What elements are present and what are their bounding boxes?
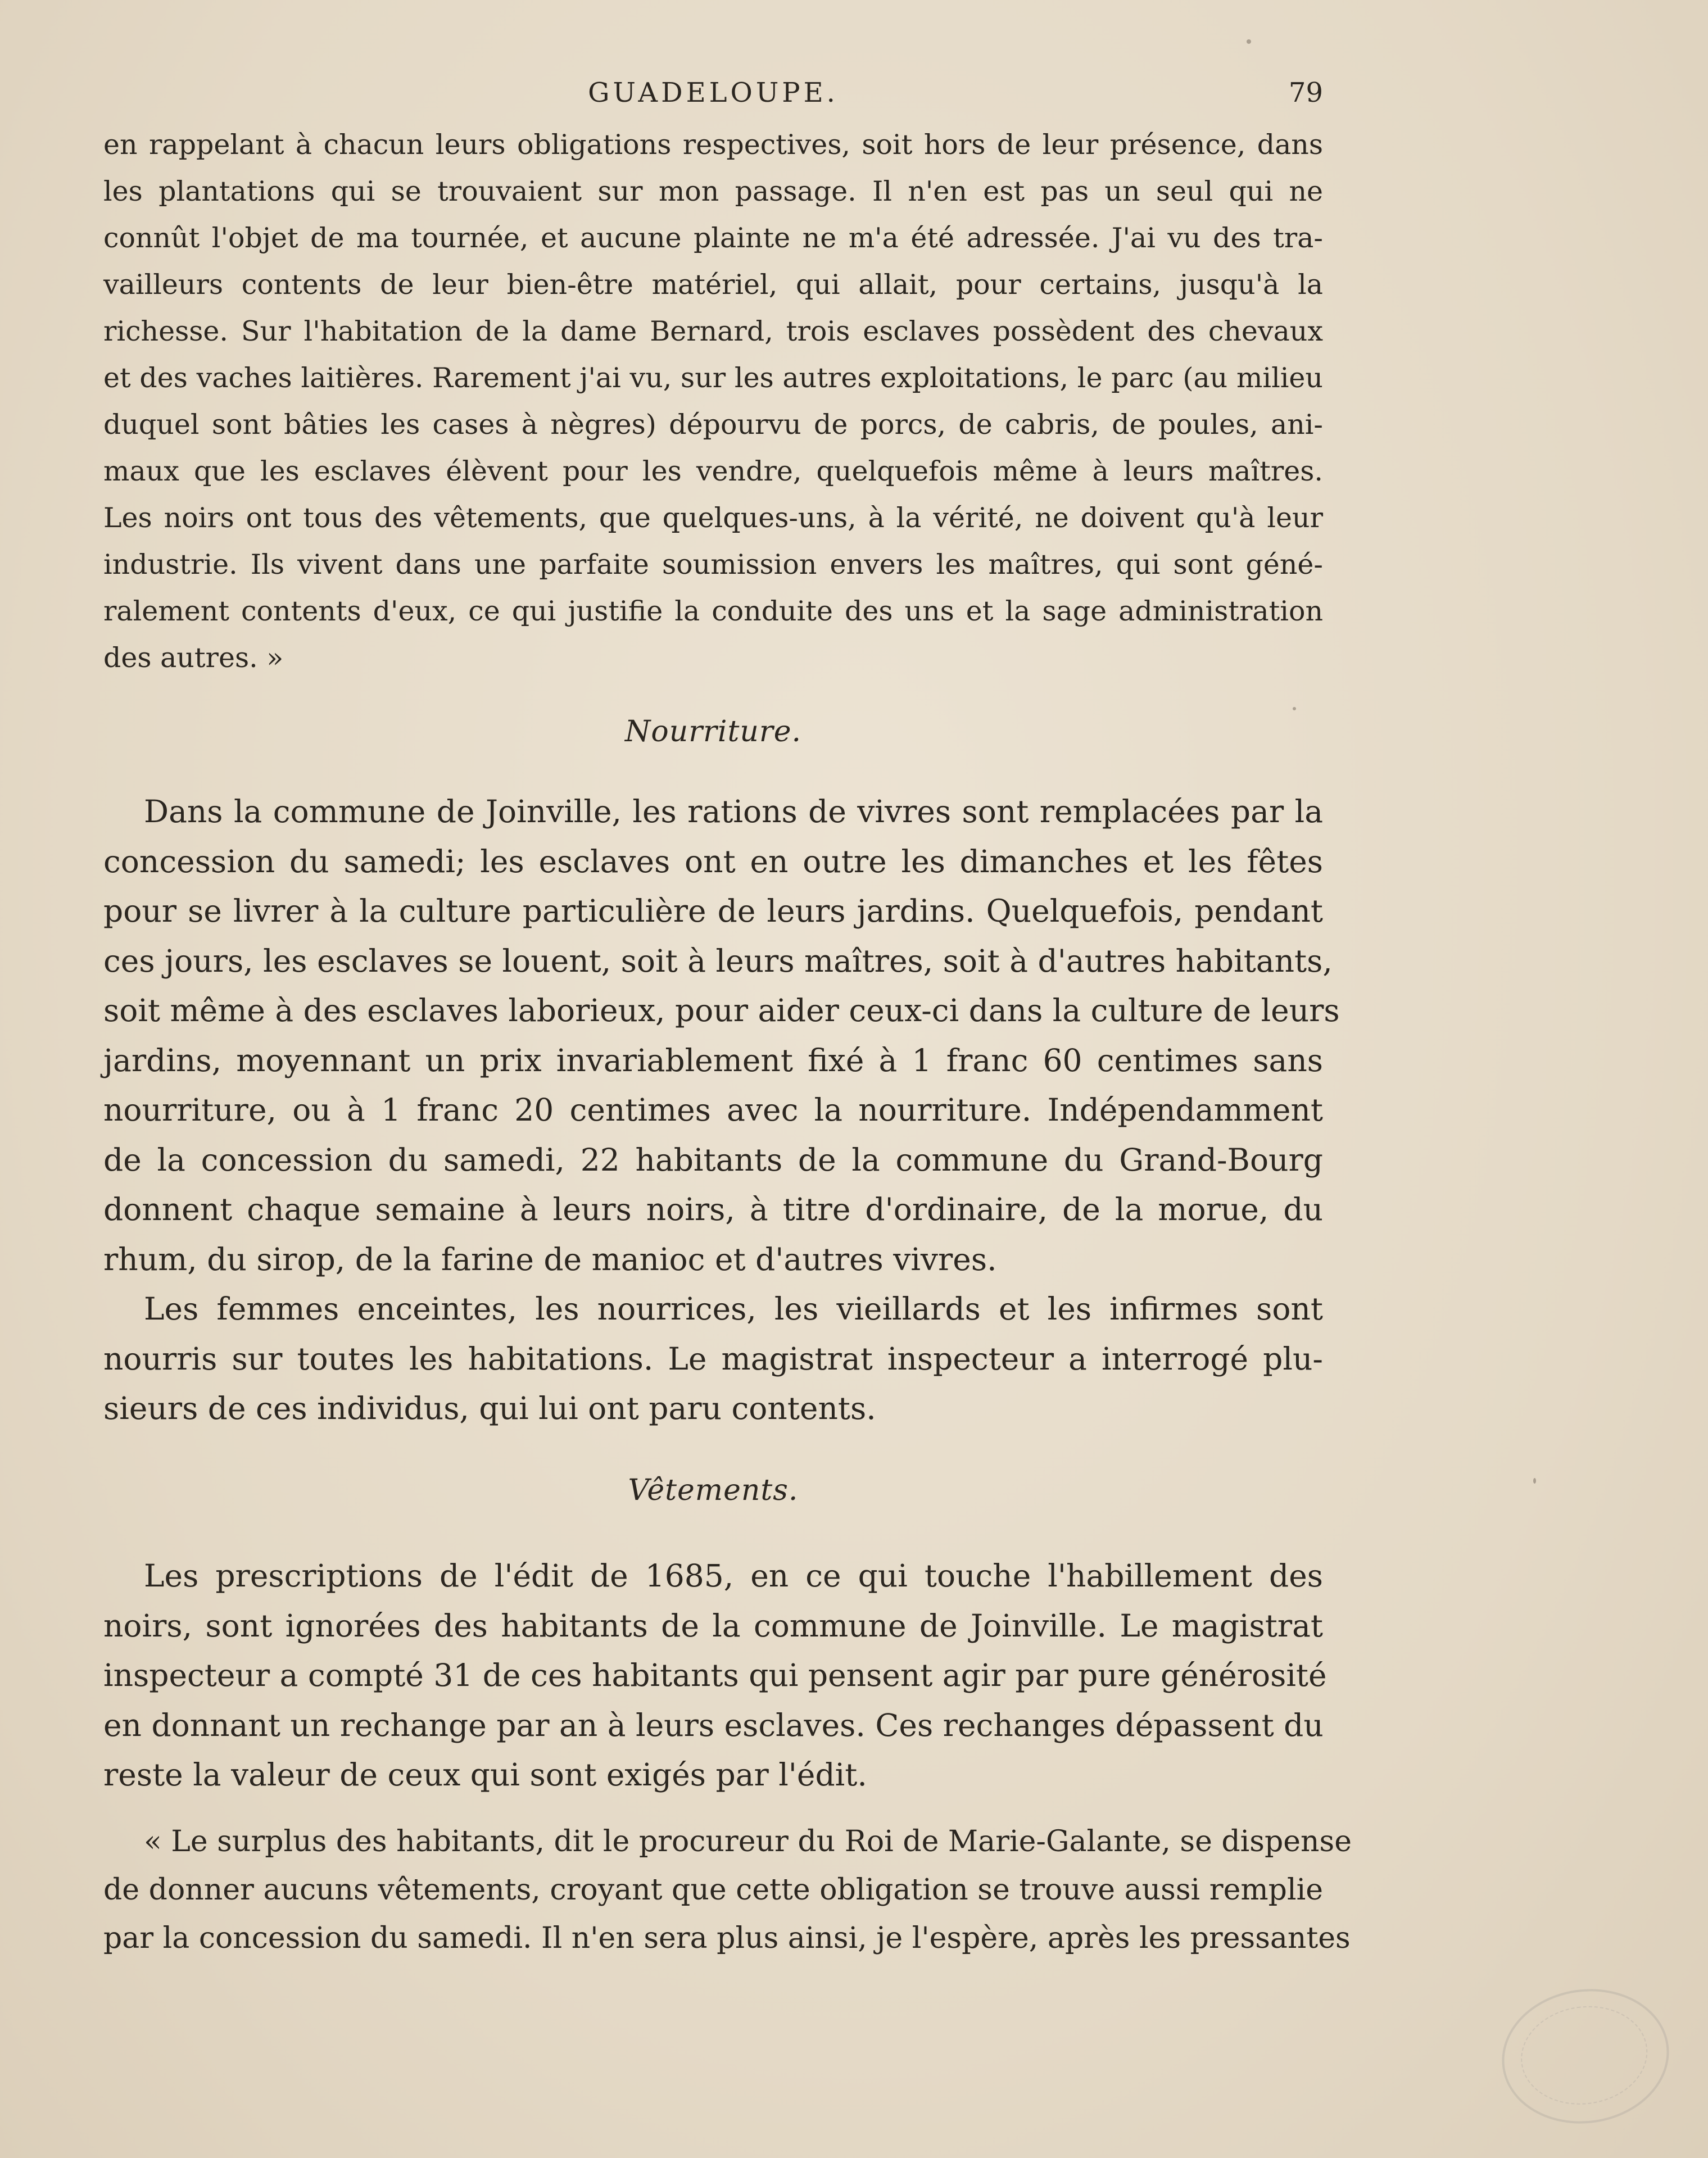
section-vetements-body (103, 1551, 1327, 1800)
text-line: des autres. » (103, 642, 284, 674)
running-title: GUADELOUPE. (588, 77, 839, 108)
text-line: « Le surplus des habitants, dit le procureur du Roi de Marie-Galante, se dispense (144, 1825, 1352, 1858)
text-line: et des vaches laitières. Rarement j'ai vu, sur les autres exploitations, le parc (au milieu (103, 362, 1323, 394)
paper-speck (1533, 1478, 1536, 1484)
text-line: Les noirs ont tous des vêtements, que quelques-uns, à la vérité, ne doivent qu'à leur (103, 502, 1323, 534)
text-line: richesse. Sur l'habitation de la dame Bernard, trois esclaves possèdent des chevaux (103, 315, 1323, 347)
text-line: duquel sont bâties les cases à nègres) dépourvu de porcs, de cabris, de poules, ani- (103, 409, 1323, 441)
text-line: concession du samedi; les esclaves ont en outre les dimanches et les fêtes (103, 843, 1323, 879)
text-line: en rappelant à chacun leurs obligations respectives, soit hors de leur présence, dans (103, 129, 1323, 161)
text-line: nourriture, ou à 1 franc 20 centimes avec la nourriture. Indépendamment (103, 1092, 1323, 1128)
text-line: reste la valeur de ceux qui sont exigés par l'édit. (103, 1757, 867, 1793)
section-heading-nourriture: Nourriture. (624, 715, 802, 749)
paper-speck (1293, 707, 1296, 710)
running-head (103, 73, 1323, 112)
text-line: ralement contents d'eux, ce qui justifie la conduite des uns et la sage administration (103, 595, 1323, 627)
library-stamp-ring (1515, 1998, 1654, 2112)
section-nourriture-body (103, 787, 1340, 1434)
page-number: 79 (1288, 77, 1323, 108)
text-line: vailleurs contents de leur bien-être matériel, qui allait, pour certains, jusqu'à la (103, 269, 1323, 301)
section-heading-vetements: Vêtements. (628, 1474, 799, 1507)
text-line: de la concession du samedi, 22 habitants de la commune du Grand-Bourg (103, 1141, 1323, 1178)
section-vetements-quote (103, 1817, 1352, 1962)
text-line: connût l'objet de ma tournée, et aucune plainte ne m'a été adressée. J'ai vu des tra- (103, 222, 1323, 254)
text-line: maux que les esclaves élèvent pour les vendre, quelquefois même à leurs maîtres. (103, 455, 1323, 487)
paper-speck (1247, 39, 1251, 44)
text-line: sieurs de ces individus, qui lui ont paru contents. (103, 1390, 876, 1426)
text-line: ces jours, les esclaves se louent, soit à leurs maîtres, soit à d'autres habitants, (103, 942, 1333, 979)
library-stamp (1493, 1978, 1678, 2134)
text-line: les plantations qui se trouvaient sur mon passage. Il n'en est pas un seul qui ne (103, 175, 1323, 207)
text-line: de donner aucuns vêtements, croyant que cette obligation se trouve aussi remplie (103, 1873, 1323, 1907)
text-line: Les femmes enceintes, les nourrices, les vieillards et les infirmes sont (144, 1291, 1323, 1327)
text-line: pour se livrer à la culture particulière de leurs jardins. Quelquefois, pendant (103, 893, 1323, 929)
text-line: jardins, moyennant un prix invariablement fixé à 1 franc 60 centimes sans (103, 1042, 1323, 1078)
text-line: Dans la commune de Joinville, les rations de vivres sont remplacées par la (144, 794, 1323, 829)
text-line: soit même à des esclaves laborieux, pour aider ceux-ci dans la culture de leurs (103, 992, 1340, 1028)
text-line: Les prescriptions de l'édit de 1685, en ce qui touche l'habillement des (144, 1558, 1323, 1594)
text-line: nourris sur toutes les habitations. Le magistrat inspecteur a interrogé plu- (103, 1340, 1323, 1377)
text-line: donnent chaque semaine à leurs noirs, à titre d'ordinaire, de la morue, du (103, 1191, 1323, 1227)
text-line: par la concession du samedi. Il n'en sera plus ainsi, je l'espère, après les pressantes (103, 1921, 1351, 1955)
paragraph-continued (103, 121, 1323, 681)
text-line: noirs, sont ignorées des habitants de la commune de Joinville. Le magistrat (103, 1607, 1323, 1644)
text-line: en donnant un rechange par an à leurs esclaves. Ces rechanges dépassent du (103, 1707, 1324, 1743)
text-line: inspecteur a compté 31 de ces habitants qui pensent agir par pure générosité (103, 1657, 1327, 1693)
text-line: industrie. Ils vivent dans une parfaite soumission envers les maîtres, qui sont géné- (103, 548, 1323, 581)
text-line: rhum, du sirop, de la farine de manioc et d'autres vivres. (103, 1241, 997, 1277)
